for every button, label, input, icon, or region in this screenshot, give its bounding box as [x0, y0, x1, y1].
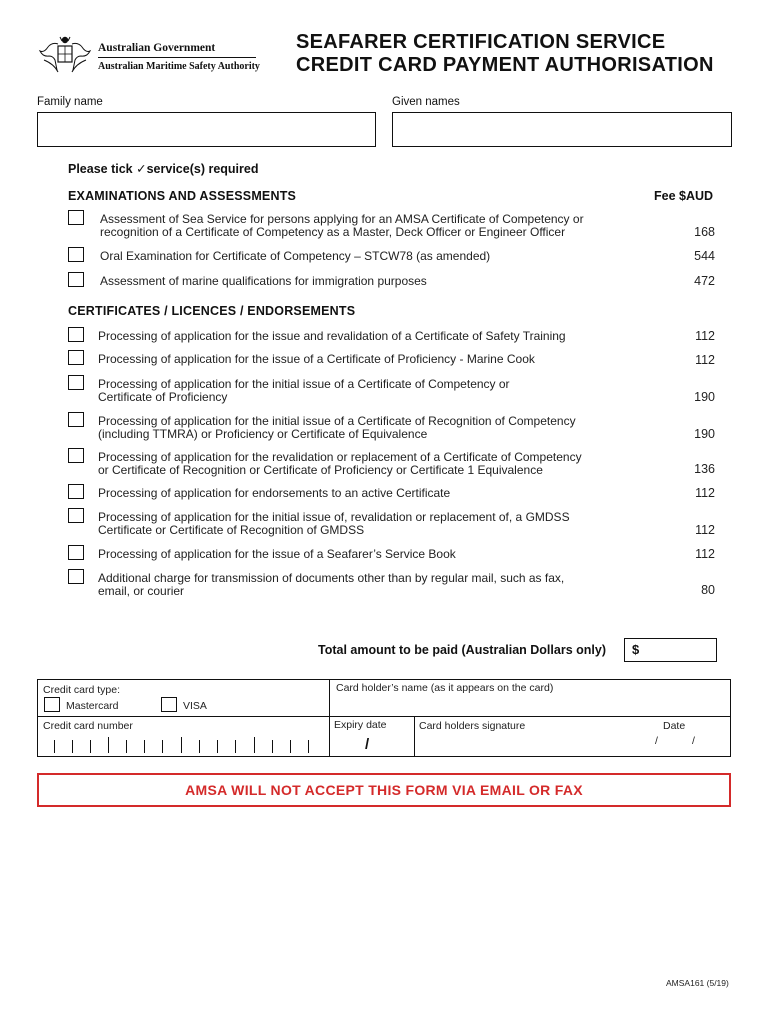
item-line: Certificate of Proficiency [98, 389, 228, 404]
cert-item-marine-cook: Processing of application for the issue of a Certificate of Proficiency - Marine Cook [98, 352, 535, 366]
cert-item-safety-training: Processing of application for the issue and revalidation of a Certificate of Safety Training [98, 329, 566, 343]
date-separator: / [692, 735, 695, 747]
cert-checkbox-revalidation[interactable] [68, 448, 84, 463]
total-amount-label: Total amount to be paid (Australian Dollars only) [318, 643, 606, 657]
currency-symbol: $ [632, 642, 640, 657]
signature-label: Card holders signature [419, 720, 526, 732]
exam-item-oral-exam: Oral Examination for Certificate of Competency – STCW78 (as amended) [100, 249, 491, 263]
item-line: Certificate or Certificate of Recognition of GMDSS [98, 522, 365, 537]
no-email-fax-warning: AMSA WILL NOT ACCEPT THIS FORM VIA EMAIL OR FAX [37, 773, 731, 807]
form-code: AMSA161 (5/19) [666, 978, 729, 988]
exam-section-heading: EXAMINATIONS AND ASSESSMENTS [68, 189, 297, 203]
cert-item-transmission [98, 572, 564, 597]
coat-of-arms-logo [36, 34, 94, 74]
cert-item-service-book: Processing of application for the issue of a Seafarer’s Service Book [98, 547, 456, 561]
fee-value: 472 [694, 274, 715, 288]
card-holder-name-field[interactable] [330, 694, 730, 715]
exam-checkbox-sea-service[interactable] [68, 210, 84, 225]
tick-instruction [68, 161, 258, 176]
cert-checkbox-gmdss[interactable] [68, 508, 84, 523]
date-label: Date [663, 720, 686, 732]
given-names-field[interactable] [392, 112, 732, 147]
exam-item-immigration: Assessment of marine qualifications for immigration purposes [100, 274, 427, 288]
cert-item-revalidation [98, 451, 582, 476]
cert-checkbox-recognition[interactable] [68, 412, 84, 427]
item-line: (including TTMRA) or Proficiency or Certificate of Equivalence [98, 426, 428, 441]
visa-label: VISA [183, 700, 207, 712]
form-title-line1: SEAFARER CERTIFICATION SERVICE [296, 31, 666, 53]
credit-card-details-table [37, 679, 731, 757]
card-number-field[interactable] [40, 732, 328, 755]
card-type-label: Credit card type: [43, 684, 121, 696]
cert-item-endorsements: Processing of application for endorsements to an active Certificate [98, 486, 451, 500]
item-line: Processing of application for the initial issue of, revalidation or replacement of, a GMDSS [98, 510, 570, 524]
family-name-field[interactable] [37, 112, 376, 147]
fee-value: 190 [694, 427, 715, 441]
cert-checkbox-safety-training[interactable] [68, 327, 84, 342]
tick-instruction-prefix: Please tick [68, 162, 133, 176]
table-divider [414, 716, 415, 756]
item-line: email, or courier [98, 583, 185, 598]
mastercard-label: Mastercard [66, 700, 119, 712]
item-line: or Certificate of Recognition or Certificate of Proficiency or Certificate 1 Equivalence [98, 462, 543, 477]
item-line: Processing of application for the initial issue of a Certificate of Competency or [98, 377, 510, 391]
government-name: Australian Government [98, 42, 216, 54]
item-line: Additional charge for transmission of documents other than by regular mail, such as fax, [98, 571, 565, 585]
expiry-date-field[interactable] [330, 732, 414, 756]
item-line: recognition of a Certificate of Competency as a Master, Deck Officer or Engineer Officer [100, 224, 566, 239]
exam-checkbox-oral-exam[interactable] [68, 247, 84, 262]
cert-checkbox-endorsements[interactable] [68, 484, 84, 499]
header-divider [98, 57, 256, 58]
cert-checkbox-marine-cook[interactable] [68, 350, 84, 365]
agency-name: Australian Maritime Safety Authority [98, 61, 260, 72]
exam-item-sea-service [100, 213, 584, 238]
card-number-label: Credit card number [43, 720, 133, 732]
fee-value: 80 [701, 583, 715, 597]
total-amount-field[interactable] [624, 638, 717, 662]
fee-value: 112 [695, 353, 715, 367]
item-line: Processing of application for the revalidation or replacement of a Certificate of Competency [98, 450, 582, 464]
tick-instruction-suffix: service(s) required [146, 162, 259, 176]
cert-item-competency [98, 378, 510, 403]
table-divider [38, 716, 730, 717]
signature-field[interactable] [416, 732, 646, 756]
fee-column-heading: Fee $AUD [654, 189, 714, 203]
form-title-line2: CREDIT CARD PAYMENT AUTHORISATION [296, 54, 714, 76]
mastercard-checkbox[interactable] [44, 697, 60, 712]
expiry-separator: / [365, 736, 370, 753]
date-separator: / [655, 735, 658, 747]
fee-value: 112 [695, 486, 715, 500]
cert-checkbox-transmission[interactable] [68, 569, 84, 584]
fee-value: 112 [695, 547, 715, 561]
given-names-label: Given names [392, 96, 460, 108]
expiry-date-label: Expiry date [334, 719, 387, 731]
fee-value: 112 [695, 329, 715, 343]
card-holder-name-label: Card holder’s name (as it appears on the card) [336, 682, 554, 694]
visa-checkbox[interactable] [161, 697, 177, 712]
cert-item-recognition [98, 415, 576, 440]
cert-checkbox-service-book[interactable] [68, 545, 84, 560]
family-name-label: Family name [37, 96, 103, 108]
exam-checkbox-immigration[interactable] [68, 272, 84, 287]
checkmark-icon: ✓ [136, 162, 147, 176]
fee-value: 168 [694, 225, 715, 239]
cert-section-heading: CERTIFICATES / LICENCES / ENDORSEMENTS [68, 304, 356, 318]
fee-value: 544 [694, 249, 715, 263]
cert-checkbox-competency[interactable] [68, 375, 84, 390]
cert-item-gmdss [98, 511, 570, 536]
fee-value: 112 [695, 523, 715, 537]
item-line: Assessment of Sea Service for persons applying for an AMSA Certificate of Competency or [100, 212, 584, 226]
fee-value: 136 [694, 462, 715, 476]
item-line: Processing of application for the initial issue of a Certificate of Recognition of Competency [98, 414, 576, 428]
fee-value: 190 [694, 390, 715, 404]
date-field[interactable] [646, 732, 730, 756]
